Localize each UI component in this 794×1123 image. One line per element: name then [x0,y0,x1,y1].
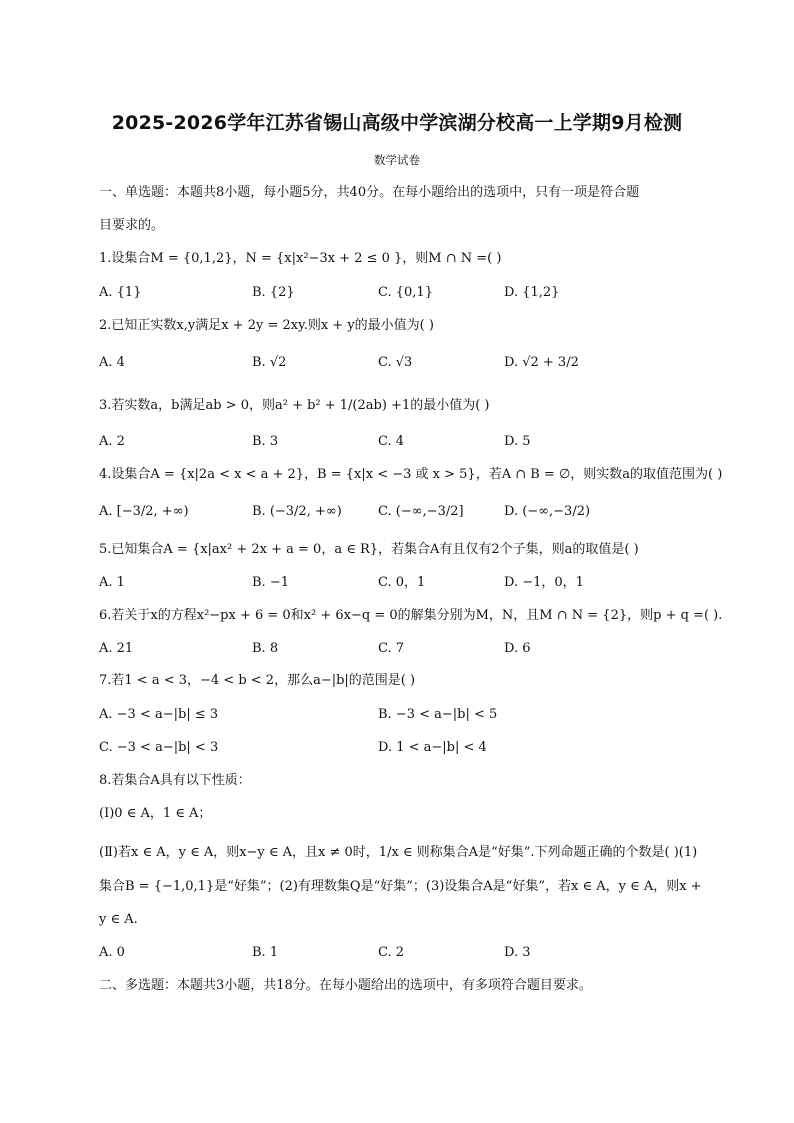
question-5-option-b[interactable]: B. −1 [252,575,289,590]
question-8-statements-cont: y ∈ A. [99,912,138,927]
section-multi-choice-heading: 二、多选题：本题共3小题，共18分。在每小题给出的选项中，有多项符合题目要求。 [99,978,592,993]
question-2-option-d[interactable]: D. √2 + 3/2 [504,355,579,370]
question-7-stem: 7.若1 < a < 3，−4 < b < 2，那么a−|b|的范围是( ) [99,673,416,688]
question-1-option-c[interactable]: C. {0,1} [378,285,433,300]
question-6-option-b[interactable]: B. 8 [252,641,279,656]
question-4-option-a[interactable]: A. [−3/2, +∞) [99,504,189,519]
question-5-stem: 5.已知集合A = {x|ax² + 2x + a = 0，a ∈ R}，若集合A有且仅有2个子集，则a的取值是( ) [99,542,639,557]
question-2-stem: 2.已知正实数x,y满足x + 2y = 2xy.则x + y的最小值为( ) [99,318,434,333]
section-single-choice-heading: 一、单选题：本题共8小题，每小题5分，共40分。在每小题给出的选项中，只有一项是符合题 [99,185,640,200]
exam-title: 2025-2026学年江苏省锡山高级中学滨湖分校高一上学期9月检测 [111,112,683,134]
question-4-option-b[interactable]: B. (−3/2, +∞) [252,504,342,519]
question-1-option-a[interactable]: A. {1} [99,285,142,300]
question-8-option-d[interactable]: D. 3 [504,945,531,960]
question-3-option-c[interactable]: C. 4 [378,434,405,449]
question-4-stem: 4.设集合A = {x|2a < x < a + 2}，B = {x|x < −3 或 x > 5}，若A ∩ B = ∅，则实数a的取值范围为( ) [99,467,723,482]
question-3-option-d[interactable]: D. 5 [504,434,531,449]
question-3-option-b[interactable]: B. 3 [252,434,279,449]
question-6-option-d[interactable]: D. 6 [504,641,531,656]
question-1-option-b[interactable]: B. {2} [252,285,295,300]
question-8-statements: 集合B = {−1,0,1}是“好集”；(2)有理数集Q是“好集”；(3)设集合A是“好集”，若x ∈ A，y ∈ A，则x + [99,879,702,894]
question-4-option-c[interactable]: C. (−∞,−3/2] [378,504,464,519]
question-8-option-a[interactable]: A. 0 [99,945,125,960]
question-3-option-a[interactable]: A. 2 [99,434,125,449]
question-2-option-a[interactable]: A. 4 [99,355,125,370]
question-8-option-b[interactable]: B. 1 [252,945,279,960]
exam-subtitle: 数学试卷 [374,153,420,167]
question-7-option-d[interactable]: D. 1 < a−|b| < 4 [378,740,487,755]
question-6-option-c[interactable]: C. 7 [378,641,405,656]
question-2-option-c[interactable]: C. √3 [378,355,413,370]
question-8-property-1: (Ⅰ)0 ∈ A，1 ∈ A； [99,806,212,821]
question-7-option-b[interactable]: B. −3 < a−|b| < 5 [378,707,498,722]
question-6-stem: 6.若关于x的方程x²−px + 6 = 0和x² + 6x−q = 0的解集分别为M，N，且M ∩ N = {2}，则p + q =( ). [99,608,723,623]
question-6-option-a[interactable]: A. 21 [99,641,134,656]
question-8-stem: 8.若集合A具有以下性质： [99,773,251,788]
question-3-stem: 3.若实数a，b满足ab > 0，则a² + b² + 1/(2ab) +1的最小值为( ) [99,398,490,413]
question-5-option-c[interactable]: C. 0，1 [378,575,426,590]
section-single-choice-heading-cont: 目要求的。 [99,218,165,233]
question-1-option-d[interactable]: D. {1,2} [504,285,560,300]
question-2-option-b[interactable]: B. √2 [252,355,287,370]
question-5-option-a[interactable]: A. 1 [99,575,125,590]
question-7-option-a[interactable]: A. −3 < a−|b| ≤ 3 [99,707,219,722]
question-8-option-c[interactable]: C. 2 [378,945,405,960]
question-8-property-2: (Ⅱ)若x ∈ A，y ∈ A，则x−y ∈ A，且x ≠ 0时，1/x ∈ 则称集合A是“好集”.下列命题正确的个数是( )(1) [99,845,698,860]
question-4-option-d[interactable]: D. (−∞,−3/2) [504,504,591,519]
question-7-option-c[interactable]: C. −3 < a−|b| < 3 [99,740,219,755]
question-5-option-d[interactable]: D. −1，0，1 [504,575,584,590]
question-1-stem: 1.设集合M = {0,1,2}，N = {x|x²−3x + 2 ≤ 0 }，则M ∩ N =( ) [99,251,502,266]
